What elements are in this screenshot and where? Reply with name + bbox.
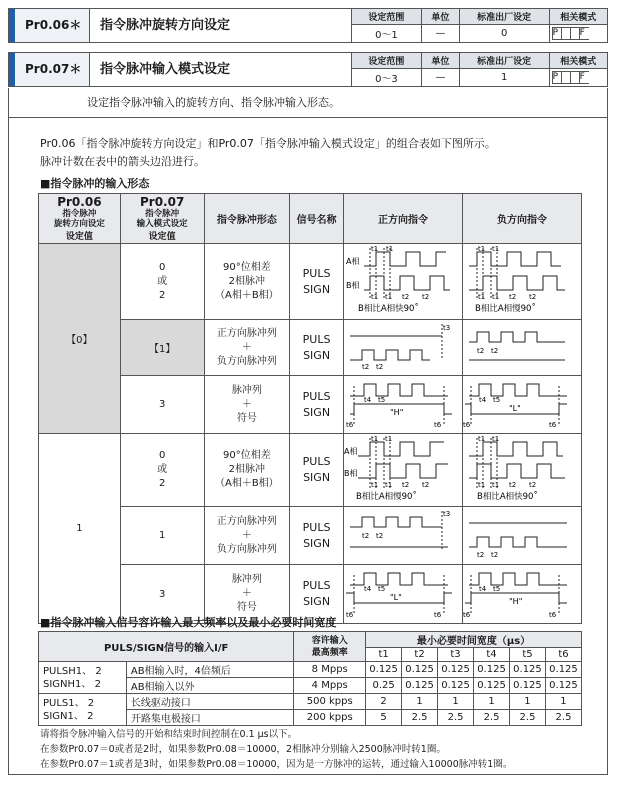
- label-t3: t3: [443, 324, 451, 332]
- param-header-pr006: [8, 8, 608, 43]
- waveform-fwd-ab1-svg: [344, 434, 461, 502]
- intro-line: 脉冲计数在表中的箭头边沿进行。: [40, 155, 205, 168]
- signal-name: PULS SIGN: [290, 244, 344, 320]
- head-t5: t5: [510, 648, 546, 662]
- label-t2: t2: [402, 481, 410, 489]
- pulse-form: 90°位相差 2相脉冲 （A相＋B相）: [204, 434, 290, 507]
- pulse-form: 正方向脉冲列 ＋ 负方向脉冲列: [204, 507, 290, 565]
- label-a-phase: A相: [344, 447, 358, 456]
- row-desc: AB相输入时，4倍频后: [126, 662, 293, 678]
- label-a-phase: A相: [346, 257, 360, 266]
- label-t2: t2: [422, 481, 430, 489]
- waveform-reverse-cwccw-1: [462, 507, 581, 565]
- head-t3: t3: [438, 648, 474, 662]
- label-t1: t1: [492, 293, 500, 301]
- label-t1: t1: [478, 245, 486, 253]
- row-desc: AB相输入以外: [126, 678, 293, 694]
- label-t2: t2: [376, 363, 384, 371]
- label-t1: t1: [492, 481, 500, 489]
- spec-head-default: 标准出厂设定: [459, 53, 549, 68]
- label-t4: t4: [364, 396, 372, 404]
- section-title-frequency: ■指令脉冲输入信号容许输入最大频率以及最小必要时间宽度: [40, 616, 337, 629]
- group-name: PULSH1、 2 SIGNH1、 2: [39, 662, 127, 694]
- waveform-rev-cwccw-svg: [463, 320, 580, 371]
- waveform-forward-sign-1: [343, 565, 462, 624]
- head-max-frequency: 容许输入 最高频率: [294, 632, 366, 662]
- label-b-phase: B相: [346, 281, 360, 290]
- intro-text: [40, 135, 600, 171]
- label-t1: t1: [371, 435, 379, 443]
- row-t: 5: [366, 710, 402, 726]
- label-t2: t2: [529, 293, 537, 301]
- head-t4: t4: [474, 648, 510, 662]
- label-t1: t1: [386, 245, 394, 253]
- param-name: 指令脉冲输入模式设定: [89, 53, 351, 86]
- pr006-value-1: 1: [39, 434, 121, 624]
- row-t: 0.125: [402, 662, 438, 678]
- label-t2: t2: [477, 347, 485, 355]
- wave-upper-pulse: [469, 332, 565, 342]
- mode-p: P: [552, 71, 562, 84]
- label-t1: t1: [371, 481, 379, 489]
- waveform-reverse-sign: [462, 376, 581, 434]
- row-t: 2.5: [402, 710, 438, 726]
- waveform-fwd-ab-svg: [344, 244, 461, 315]
- wave-pulse: [350, 573, 448, 585]
- row-t: 2.5: [510, 710, 546, 726]
- label-t4: t4: [479, 396, 487, 404]
- wave-pulse: [469, 573, 567, 585]
- row-t: 2.5: [474, 710, 510, 726]
- row-t: 2.5: [438, 710, 474, 726]
- param-description: 设定指令脉冲输入的旋转方向、指令脉冲输入形态。: [8, 88, 608, 118]
- spec-default: 0: [459, 24, 549, 42]
- label-t6: t6: [434, 421, 442, 429]
- head-t2: t2: [402, 648, 438, 662]
- pr007-value: 1: [120, 507, 204, 565]
- head-t6: t6: [545, 648, 581, 662]
- row-t: 0.125: [510, 678, 546, 694]
- label-t1: t1: [492, 435, 500, 443]
- label-t5: t5: [378, 396, 386, 404]
- signal-name: PULS SIGN: [290, 565, 344, 624]
- label-b-lag: B相比A相慢90˚: [475, 304, 537, 314]
- wave-b-phase: [358, 464, 448, 478]
- row-t: 1: [402, 694, 438, 710]
- row-t: 0.125: [474, 678, 510, 694]
- spec-default: 1: [459, 68, 549, 86]
- label-t2: t2: [491, 347, 499, 355]
- spec-head-mode: 相关模式: [549, 9, 607, 24]
- wave-b-phase: [469, 276, 565, 290]
- row-desc: 开路集电极接口: [126, 710, 293, 726]
- footnotes: [40, 727, 512, 772]
- footnote: 请将指令脉冲输入信号的开始和结束时间控制在0.1 μs以下。: [40, 729, 298, 740]
- row-freq: 200 kpps: [294, 710, 366, 726]
- row-t: 1: [474, 694, 510, 710]
- wave-lower-pulse: [469, 537, 567, 547]
- waveform-rev-ab1-svg: [463, 434, 580, 502]
- row-t: 0.125: [438, 678, 474, 694]
- pr007-value: 3: [120, 376, 204, 434]
- row-t: 2.5: [545, 710, 581, 726]
- waveform-fwd-sign1-svg: [344, 565, 461, 619]
- row-freq: 8 Mpps: [294, 662, 366, 678]
- spec-unit: —: [421, 68, 459, 86]
- waveform-forward-ab-1: [343, 434, 462, 507]
- wave-pulse: [469, 384, 567, 396]
- label-t5: t5: [493, 396, 501, 404]
- label-t2: t2: [402, 293, 410, 301]
- wave-upper-pulse: [350, 517, 442, 527]
- pulse-form: 90°位相差 2相脉冲 （A相＋B相）: [204, 244, 290, 320]
- pr007-value: 【1】: [120, 320, 204, 376]
- spec-head-mode: 相关模式: [549, 53, 607, 68]
- pulse-form: 正方向脉冲列 ＋ 负方向脉冲列: [204, 320, 290, 376]
- input-form-table: [38, 193, 582, 624]
- row-t: 0.125: [474, 662, 510, 678]
- waveform-fwd-cwccw-svg: [344, 320, 461, 371]
- param-header-pr007: [8, 52, 608, 87]
- row-t: 1: [545, 694, 581, 710]
- waveform-forward-cwccw-1: [343, 507, 462, 565]
- spec-head-unit: 单位: [421, 53, 459, 68]
- waveform-forward-ab: [343, 244, 462, 320]
- label-t5: t5: [493, 585, 501, 593]
- label-low: "L": [509, 404, 522, 413]
- waveform-rev-sign1-svg: [463, 565, 580, 619]
- pr007-value: 3: [120, 565, 204, 624]
- head-reverse: 负方向指令: [462, 194, 581, 244]
- spec-mode: [549, 24, 607, 42]
- waveform-rev-cwccw1-svg: [463, 507, 580, 560]
- param-spec-table: [351, 9, 607, 42]
- label-t2: t2: [422, 293, 430, 301]
- label-t2: t2: [362, 363, 370, 371]
- row-t: 1: [438, 694, 474, 710]
- head-min-width: 最小必要时间宽度（μs）: [366, 632, 582, 648]
- param-code: Pr0.06＊: [9, 9, 89, 42]
- pulse-form: 脉冲列 ＋ 符号: [204, 376, 290, 434]
- label-t2: t2: [491, 551, 499, 559]
- waveform-reverse-sign-1: [462, 565, 581, 624]
- label-t1: t1: [371, 245, 379, 253]
- wave-a-phase: [469, 442, 563, 456]
- label-t2: t2: [477, 551, 485, 559]
- label-t2: t2: [376, 532, 384, 540]
- mode-f: F: [579, 27, 589, 40]
- waveform-forward-cwccw: [343, 320, 462, 376]
- spec-mode: [549, 68, 607, 86]
- pr006-value-0: 【0】: [39, 244, 121, 434]
- wave-lower-pulse: [350, 350, 430, 360]
- label-b-lag: B相比A相慢90˚: [356, 492, 418, 502]
- label-t4: t4: [364, 585, 372, 593]
- label-t6: t6: [549, 421, 557, 429]
- row-t: 0.125: [438, 662, 474, 678]
- spec-range: 0～3: [352, 68, 422, 86]
- waveform-fwd-sign-svg: [344, 376, 461, 429]
- label-b-phase: B相: [344, 469, 358, 478]
- head-pr007: Pr0.07 指令脉冲 输入模式设定 设定值: [120, 194, 204, 244]
- spec-head-range: 设定范围: [352, 9, 422, 24]
- section-title-input-form: ■指令脉冲的输入形态: [40, 177, 150, 190]
- footnote: 在参数Pr0.07＝0或者是2时，如果参数Pr0.08＝10000，2相脉冲分别输入2500脉冲时转1圈。: [40, 744, 446, 755]
- label-t6: t6: [463, 611, 471, 619]
- row-freq: 500 kpps: [294, 694, 366, 710]
- mode-f: F: [579, 71, 589, 84]
- label-t1: t1: [478, 293, 486, 301]
- head-t1: t1: [366, 648, 402, 662]
- label-high: "H": [390, 408, 404, 417]
- param-spec-table: [351, 53, 607, 86]
- label-t1: t1: [371, 293, 379, 301]
- label-t6: t6: [434, 611, 442, 619]
- spec-range: 0～1: [352, 24, 422, 42]
- wave-a-phase: [358, 442, 444, 456]
- pr007-value: 0 或 2: [120, 434, 204, 507]
- head-pr006: Pr0.06 指令脉冲 旋转方向设定 设定值: [39, 194, 121, 244]
- head-interface: PULS/SIGN信号的输入I/F: [39, 632, 294, 662]
- label-t6: t6: [346, 611, 354, 619]
- row-t: 0.125: [545, 678, 581, 694]
- spec-head-unit: 单位: [421, 9, 459, 24]
- pr007-value: 0 或 2: [120, 244, 204, 320]
- footnote: 在参数Pr0.07＝1或者是3时，如果参数Pr0.08＝10000，因为是一方脉冲的运转，通过输入10000脉冲转1圈。: [40, 759, 513, 770]
- signal-name: PULS SIGN: [290, 376, 344, 434]
- label-t1: t1: [385, 481, 393, 489]
- row-t: 1: [510, 694, 546, 710]
- label-t1: t1: [478, 435, 486, 443]
- wave-b-phase: [364, 276, 450, 290]
- pulse-form: 脉冲列 ＋ 符号: [204, 565, 290, 624]
- waveform-reverse-cwccw: [462, 320, 581, 376]
- label-t6: t6: [346, 421, 354, 429]
- waveform-reverse-ab-1: [462, 434, 581, 507]
- label-t5: t5: [378, 585, 386, 593]
- signal-name: PULS SIGN: [290, 320, 344, 376]
- frequency-table: [38, 631, 582, 726]
- param-name: 指令脉冲旋转方向设定: [89, 9, 351, 42]
- label-high: "H": [509, 597, 523, 606]
- head-form: 指令脉冲形态: [204, 194, 290, 244]
- row-t: 0.125: [366, 662, 402, 678]
- label-t2: t2: [509, 481, 517, 489]
- label-t3: t3: [443, 510, 451, 518]
- spec-unit: —: [421, 24, 459, 42]
- waveform-forward-sign: [343, 376, 462, 434]
- label-t6: t6: [463, 421, 471, 429]
- label-t6: t6: [549, 611, 557, 619]
- row-desc: 长线驱动接口: [126, 694, 293, 710]
- row-freq: 4 Mpps: [294, 678, 366, 694]
- row-t: 0.125: [402, 678, 438, 694]
- intro-line: Pr0.06「指令脉冲旋转方向设定」和Pr0.07「指令脉冲输入模式设定」的组合表如下图所示。: [40, 137, 496, 150]
- label-t2: t2: [509, 293, 517, 301]
- label-b-lead: B相比A相快90˚: [358, 304, 420, 314]
- row-t: 0.25: [366, 678, 402, 694]
- label-t2: t2: [529, 481, 537, 489]
- wave-a-phase: [469, 252, 561, 266]
- label-b-lead: B相比A相快90˚: [477, 492, 539, 502]
- row-t: 2: [366, 694, 402, 710]
- label-t1: t1: [492, 245, 500, 253]
- head-forward: 正方向指令: [343, 194, 462, 244]
- wave-a-phase: [364, 252, 446, 266]
- label-t4: t4: [479, 585, 487, 593]
- signal-name: PULS SIGN: [290, 507, 344, 565]
- label-t2: t2: [362, 532, 370, 540]
- waveform-fwd-cwccw1-svg: [344, 507, 461, 560]
- spec-head-range: 设定范围: [352, 53, 422, 68]
- signal-name: PULS SIGN: [290, 434, 344, 507]
- head-signal: 信号名称: [290, 194, 344, 244]
- mode-p: P: [552, 27, 562, 40]
- row-t: 0.125: [510, 662, 546, 678]
- waveform-rev-sign-svg: [463, 376, 580, 429]
- waveform-rev-ab-svg: [463, 244, 580, 315]
- row-t: 0.125: [545, 662, 581, 678]
- label-t1: t1: [385, 435, 393, 443]
- label-low: "L": [390, 593, 403, 602]
- spec-head-default: 标准出厂设定: [459, 9, 549, 24]
- param-code: Pr0.07＊: [9, 53, 89, 86]
- wave-pulse: [350, 384, 448, 396]
- label-t1: t1: [478, 481, 486, 489]
- waveform-reverse-ab: [462, 244, 581, 320]
- label-t1: t1: [385, 293, 393, 301]
- group-name: PULS1、 2 SIGN1、 2: [39, 694, 127, 726]
